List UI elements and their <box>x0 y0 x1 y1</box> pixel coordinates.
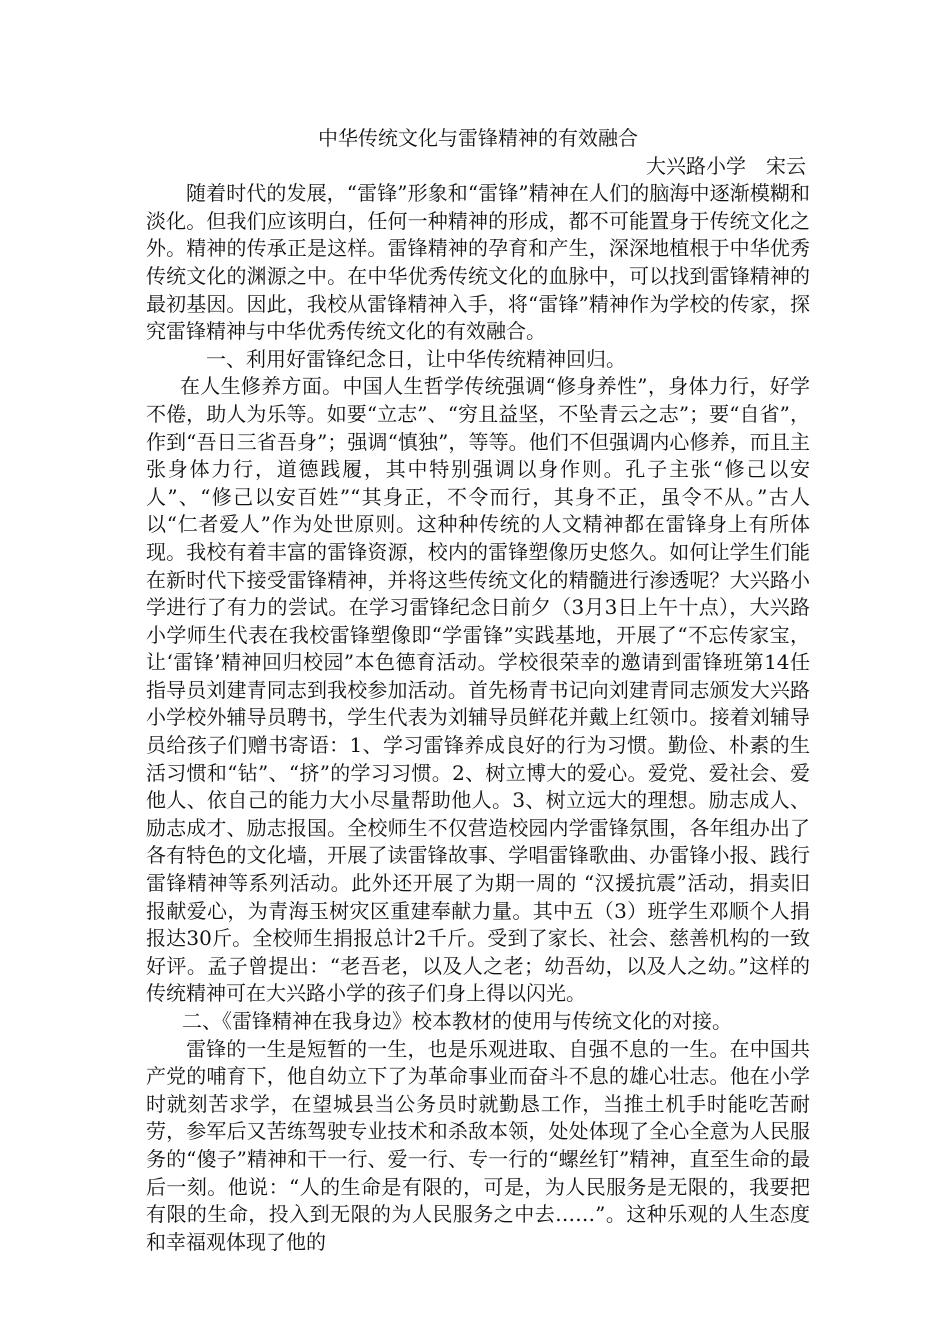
document-title: 中华传统文化与雷锋精神的有效融合 <box>318 126 638 150</box>
document-body <box>146 125 810 1256</box>
section-heading-1: 一、利用好雷锋纪念日，让中华传统精神回归。 <box>206 346 626 371</box>
section-2-paragraph: 雷锋的一生是短暂的一生，也是乐观进取、自强不息的一生。在中国共产党的哺育下，他自幼立下了为革命事业而奋斗不息的雄心壮志。他在小学时就刻苦求学，在望城县当公务员时就勤恳工作，当推土机手时能吃苦耐劳，参军后又苦练驾驶专业技术和杀敌本领，处处体现了全心全意为人民服务的“傻子”精神和干一行、爱一行、专一行的“螺丝钉”精神，直至生命的最后一刻。他说：“人的生命是有限的，可是，为人民服务是无限的，我要把有限的生命，投入到无限的为人民服务之中去……”。这种乐观的人生态度和幸福观体现了他的 <box>146 1036 810 1254</box>
section-heading-2: 二、《雷锋精神在我身边》校本教材的使用与传统文化的对接。 <box>182 1009 732 1033</box>
document-author: 大兴路小学 宋云 <box>646 153 806 178</box>
intro-paragraph: 随着时代的发展，“雷锋”形象和“雷锋”精神在人们的脑海中逐渐模糊和淡化。但我们应该明白，任何一种精神的形成，都不可能置身于传统文化之外。精神的传承正是这样。雷锋精神的孕育和产生，深深地植根于中华优秀传统文化的渊源之中。在中华优秀传统文化的血脉中，可以找到雷锋精神的最初基因。因此，我校从雷锋精神入手，将“雷锋”精神作为学校的传家，探究雷锋精神与中华优秀传统文化的有效融合。 <box>146 181 810 344</box>
section-1-paragraph: 在人生修养方面。中国人生哲学传统强调“修身养性”，身体力行，好学不倦，助人为乐等。如要“立志”、“穷且益坚，不坠青云之志”；要“自省”，作到“吾日三省吾身”；强调“慎独”，等等。他们不但强调内心修养，而且主张身体力行，道德践履，其中特别强调以身作则。孔子主张“修己以安人”、“修己以安百姓”“其身正，不令而行，其身不正，虽令不从。”古人以“仁者爱人”作为处世原则。这种种传统的人文精神都在雷锋身上有所体现。我校有着丰富的雷锋资源，校内的雷锋塑像历史悠久。如何让学生们能在新时代下接受雷锋精神，并将这些传统文化的精髓进行渗透呢？大兴路小学进行了有力的尝试。在学习雷锋纪念日前夕（3月3日上午十点），大兴路小学师生代表在我校雷锋塑像即“学雷锋”实践基地，开展了“不忘传家宝，让‘雷锋’精神回归校园”本色德育活动。学校很荣幸的邀请到雷锋班第14任指导员刘建青同志到我校参加活动。首先杨青书记向刘建青同志颁发大兴路小学校外辅导员聘书，学生代表为刘辅导员鲜花并戴上红领巾。接着刘辅导员给孩子们赠书寄语：1、学习雷锋养成良好的行为习惯。勤俭、朴素的生活习惯和“钻”、“挤”的学习习惯。2、树立博大的爱心。爱党、爱社会、爱他人、依自己的能力大小尽量帮助他人。3、树立远大的理想。励志成人、励志成才、励志报国。全校师生不仅营造校园内学雷锋氛围，各年组办出了各有特色的文化墙，开展了读雷锋故事、学唱雷锋歌曲、办雷锋小报、践行雷锋精神等系列活动。此外还开展了为期一周的 “汉援抗震”活动，捐卖旧报献爱心，为青海玉树灾区重建奉献力量。其中五（3）班学生邓顺个人捐报达30斤。全校师生捐报总计2千斤。受到了家长、社会、慈善机构的一致好评。孟子曾提出：“老吾老，以及人之老；幼吾幼，以及人之幼。”这样的传统精神可在大兴路小学的孩子们身上得以闪光。 <box>146 374 810 1006</box>
